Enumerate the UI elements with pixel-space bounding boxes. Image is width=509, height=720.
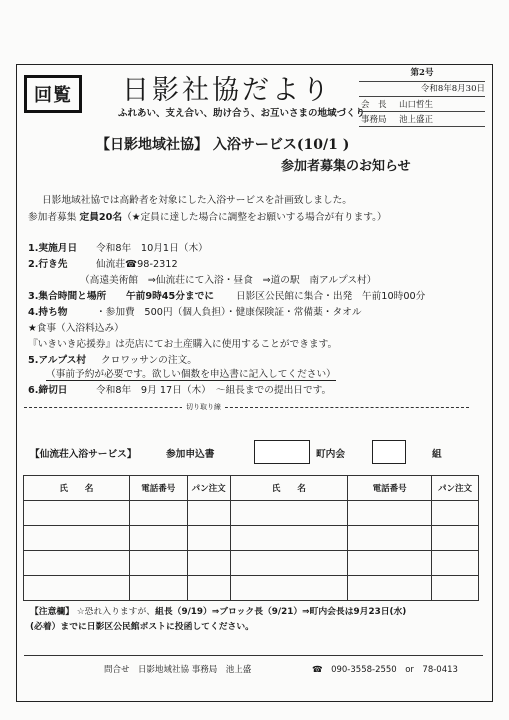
office-name: 池上盛正 [399,115,434,125]
cut-line [24,407,469,408]
bread-cell[interactable] [187,576,230,601]
name-cell[interactable] [230,551,348,576]
col-bread-left: パン注文 [187,476,230,501]
capacity-note: （★定員に達した場合に調整をお願いする場合が有ります。） [122,212,387,223]
phone-cell[interactable] [129,526,187,551]
cut-line-label: 切り取り線 [182,402,225,412]
office-label: 事務局 [361,115,387,125]
form-label: 参加申込書 [166,449,215,460]
signup-header-row [24,476,479,501]
item2-value: 仙流荘☎98-2312 [96,259,178,270]
capacity-line [28,209,387,223]
name-cell[interactable] [24,526,130,551]
attention-line-1 [30,604,406,617]
issue-number: 第2号 [359,67,485,82]
bread-cell[interactable] [432,576,479,601]
newsletter-subtitle: ふれあい、支え合い、助け合う、お互いさまの地域づくり [118,108,366,119]
attention-line-2: (必着）までに日影区公民館ポストに投函してください。 [30,622,254,632]
item4-voucher: 『いきいき応援券』は売店にてお土産購入に使用することができます。 [28,339,338,350]
item5-label: 5.アルプス村 [28,355,87,366]
item2-label: 2.行き先 [28,259,68,270]
item6-value: 令和8年 9月 17日（木） ～組長までの提出日です。 [96,385,332,396]
col-phone-right: 電話番号 [348,476,432,501]
phone-cell[interactable] [129,501,187,526]
issue-date: 令和8年8月30日 [359,82,485,97]
newsletter-title: 日影社協だより [122,75,332,106]
col-name-right: 氏 名 [230,476,348,501]
item3-place: 日影区公民館に集合・出発 午前10時00分 [236,291,426,302]
bread-cell[interactable] [187,526,230,551]
phone-cell[interactable] [129,576,187,601]
phone-cell[interactable] [348,576,432,601]
group-input-box[interactable] [372,440,406,464]
item4-value: ・参加費 500円（個人負担）・健康保険証・常備薬・タオル [96,307,362,318]
item4-meal: ★食事（入浴料込み） [28,323,124,334]
contact-phone: ☎ 090-3558-2550 or 78-0413 [312,665,458,675]
table-row [24,501,479,526]
capacity-prefix: 参加者募集 [28,212,77,223]
name-cell[interactable] [24,551,130,576]
col-bread-right: パン注文 [432,476,479,501]
town-label: 町内会 [316,449,346,460]
group-label: 組 [432,449,442,460]
item2-route: （高遠美術館 ⇒仙流荘にて入浴・昼食 ⇒道の駅 南アルプス村） [80,275,377,286]
notice-subtitle: 参加者募集のお知らせ [281,159,411,174]
capacity-value: 定員20名 [79,212,123,223]
town-input-box[interactable] [254,440,310,464]
chair-name: 山口哲生 [399,100,434,110]
name-cell[interactable] [230,501,348,526]
chair-row [359,97,485,112]
form-title: 【仙流荘入浴サービス】 [30,449,137,460]
item5-value: クロワッサンの注文。 [101,355,197,366]
chair-label: 会 長 [361,100,387,110]
phone-cell[interactable] [129,551,187,576]
bread-cell[interactable] [432,551,479,576]
table-row [24,526,479,551]
item3-time: 午前9時45分までに [126,291,215,302]
item6-label: 6.締切日 [28,385,68,396]
signup-table [23,475,479,601]
col-phone-left: 電話番号 [129,476,187,501]
notice-title: 【日影地域社協】 入浴サービス(10/1 ) [96,137,350,153]
col-name-left: 氏 名 [24,476,130,501]
name-cell[interactable] [24,576,130,601]
phone-cell[interactable] [348,526,432,551]
name-cell[interactable] [230,526,348,551]
attention-label: 【注意欄】 [30,607,74,617]
bread-cell[interactable] [432,501,479,526]
phone-cell[interactable] [348,501,432,526]
table-row [24,576,479,601]
item1-label: 1.実施月日 [28,243,78,254]
item5-note: （事前予約が必要です。欲しい個数を申込書に記入してください） [46,366,336,381]
bread-cell[interactable] [187,551,230,576]
item4-label: 4.持ち物 [28,307,68,318]
item1-value: 令和8年 10月1日（木） [96,243,208,254]
bread-cell[interactable] [432,526,479,551]
contact-text: 問合せ 日影地域社協 事務局 池上盛 [104,665,252,675]
intro-text: 日影地域社協では高齢者を対象にした入浴サービスを計画致しました。 [42,195,352,206]
bread-cell[interactable] [187,501,230,526]
item3-label: 3.集合時間と場所 [28,291,107,302]
issue-info-box [359,67,485,126]
office-row [359,112,485,127]
attention-chain: 組長（9/19）⇒ブロック長（9/21）⇒町内会長は9月23日(水) [155,607,407,617]
circulation-stamp: 回覧 [24,75,82,113]
footer-divider [24,655,483,656]
phone-cell[interactable] [348,551,432,576]
name-cell[interactable] [24,501,130,526]
attention-text-1: ☆恐れ入りますが、 [76,607,156,617]
table-row [24,551,479,576]
name-cell[interactable] [230,576,348,601]
